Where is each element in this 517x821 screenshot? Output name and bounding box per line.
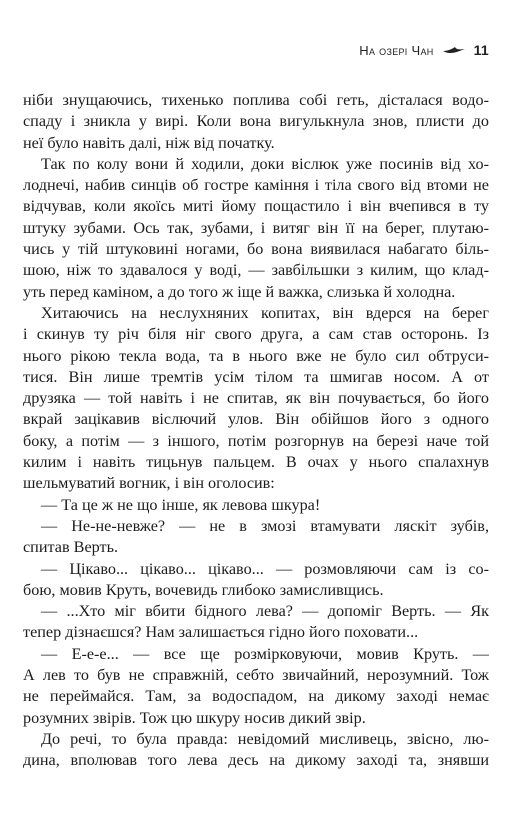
text-line: Так по колу вони й ходили, доки віслюк уже посинів від хо-: [41, 154, 489, 173]
text-line: бою, мовив Круть, вочевидь глибоко замисливщись.: [23, 580, 384, 599]
text-line: дина, вполював того лева десь на дикому заході та, знявши: [23, 751, 489, 770]
text-line: відчував, коли якоїсь миті йому пощастило і він вчепився в ту: [23, 197, 489, 216]
text-line: — Е-е-е... — все ще розмірковуючи, мовив Круть. —: [41, 644, 489, 663]
text-line: шою, ніж то здавалося у воді, — завбільшки з килим, що клад-: [23, 261, 489, 280]
text-line: — ...Хто міг вбити бідного лева? — допоміг Верть. — Як: [41, 602, 489, 621]
text-line: нього рікою текла вода, та в нього вже не було сил обтруси-: [23, 346, 489, 365]
running-head: [359, 42, 489, 58]
text-line: До речі, то була правда: невідомий мисливець, звісно, лю-: [41, 729, 489, 748]
text-line: Хитаючись на неслухняних копитах, він вдерся на берег: [41, 303, 489, 322]
page-number: 11: [473, 42, 489, 58]
text-line: уть перед каміном, а до того ж іще й важка, слизька й холодна.: [23, 282, 456, 301]
text-line: спитав Верть.: [23, 538, 119, 557]
text-line: тепер дізнаєшся? Нам залишається гідно його поховати...: [23, 623, 419, 642]
text-line: штуку зубами. Ось так, зубами, і витяг він її на берег, плутаю-: [23, 218, 489, 237]
text-line: — Та це ж не що інше, як левова шкура!: [41, 495, 321, 514]
running-title: На озері Чан: [359, 42, 434, 58]
text-line: килим і навіть тицьнув пальцем. В очах у нього спалахнув: [23, 453, 489, 472]
text-line: шельмуватий вогник, і він оголосив:: [23, 474, 275, 493]
text-line: спаду і зникла у вирі. Коли вона вигулькнула знов, плисти до: [23, 112, 489, 131]
text-line: друзяка — той навіть і не спитав, як він почувається, бо його: [23, 389, 489, 408]
text-line: — Не-не-невже? — не в змозі втамувати ляскіт зубів,: [41, 516, 489, 535]
text-line: чись у тій штуковині ногами, бо вона виявилася набагато біль-: [23, 240, 489, 259]
text-line: боку, а потім — з іншого, потім розгорнув на березі наче той: [23, 431, 489, 450]
text-line: і скинув ту річ біля ніг свого друга, а сам став осторонь. Із: [23, 325, 489, 344]
text-line: вкрай зацікавив віслючий улов. Він обійшов його з одного: [23, 410, 489, 429]
text-line: неї було навіть далі, ніж від початку.: [23, 133, 275, 152]
text-line: — Цікаво... цікаво... цікаво... — розмовляючи сам із со-: [41, 559, 489, 578]
text-line: не переймайся. Там, за водоспадом, на дикому заході немає: [23, 687, 489, 706]
text-line: тися. Він лише тремтів усім тілом та шмигав носом. А от: [23, 367, 489, 386]
bird-ornament-icon: [442, 45, 466, 55]
body-text: [23, 90, 489, 772]
text-line: ніби знущаючись, тихенько поплива собі геть, дісталася водо-: [23, 91, 489, 109]
text-line: А лев то був не справжній, себто звичайний, нерозумний. Тож: [23, 666, 489, 685]
text-line: розумних звірів. Тож цю шкуру носив дикий звір.: [23, 708, 366, 727]
text-line: лоднечі, набив синців об гостре каміння і тіла свого від втоми не: [23, 176, 489, 195]
